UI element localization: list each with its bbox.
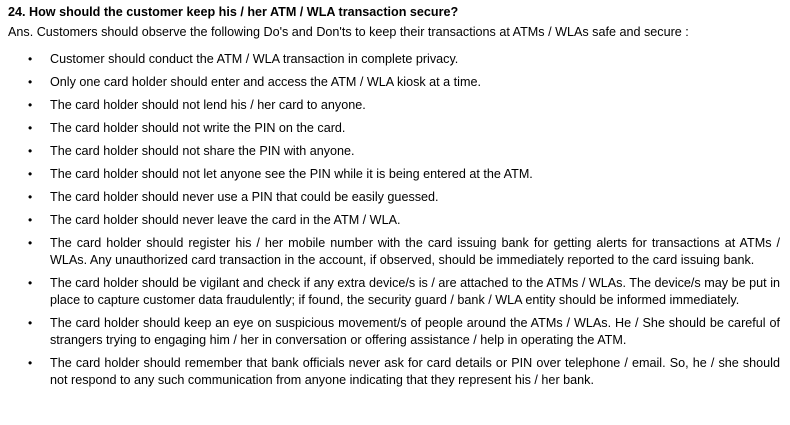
list-item-text: The card holder should remember that bank officials never ask for card details or PIN over telephone / email. So, he / she should not respond to any such communication from anyone indicating that they represent his / her bank. — [50, 356, 780, 387]
list-item — [8, 143, 780, 160]
list-item-text: The card holder should not lend his / her card to anyone. — [50, 98, 366, 112]
list-item — [8, 120, 780, 137]
list-item-text: The card holder should be vigilant and check if any extra device/s is / are attached to the ATMs / WLAs. The device/s may be put in place to capture customer data fraudulently; if found, the security guard / bank / WLA entity should be informed immediately. — [50, 276, 780, 307]
bullet-icon: • — [28, 98, 33, 112]
list-item — [8, 235, 780, 269]
bullet-icon: • — [28, 121, 33, 135]
list-item-text: The card holder should not write the PIN on the card. — [50, 121, 346, 135]
list-item-text: The card holder should register his / her mobile number with the card issuing bank for getting alerts for transactions at ATMs / WLAs. Any unauthorized card transaction in the account, if observed, should be immediately reported to the card issuing bank. — [50, 236, 780, 267]
list-item-text: The card holder should keep an eye on suspicious movement/s of people around the ATMs / WLAs. He / She should be careful of strangers trying to engaging him / her in conversation or offering assistance / help in operating the ATM. — [50, 316, 780, 347]
list-item-text: Customer should conduct the ATM / WLA transaction in complete privacy. — [50, 52, 459, 66]
list-item-text: The card holder should not let anyone see the PIN while it is being entered at the ATM. — [50, 167, 533, 181]
list-item — [8, 315, 780, 349]
bullet-icon: • — [28, 276, 33, 290]
answer-intro: Ans. Customers should observe the following Do's and Don'ts to keep their transactions at ATMs / WLAs safe and secure : — [8, 25, 689, 39]
list-item — [8, 275, 780, 309]
list-item — [8, 51, 780, 68]
list-item-text: The card holder should never leave the card in the ATM / WLA. — [50, 213, 401, 227]
list-item — [8, 166, 780, 183]
list-item — [8, 189, 780, 206]
question-heading: 24. How should the customer keep his / her ATM / WLA transaction secure? — [8, 5, 459, 19]
list-item-text: The card holder should never use a PIN that could be easily guessed. — [50, 190, 439, 204]
bullet-icon: • — [28, 316, 33, 330]
bullet-icon: • — [28, 236, 33, 250]
bullet-icon: • — [28, 52, 33, 66]
list-item — [8, 355, 780, 389]
bullet-icon: • — [28, 213, 33, 227]
guideline-list — [8, 51, 780, 389]
bullet-icon: • — [28, 190, 33, 204]
list-item-text: The card holder should not share the PIN with anyone. — [50, 144, 355, 158]
list-item — [8, 97, 780, 114]
list-item — [8, 212, 780, 229]
list-item — [8, 74, 780, 91]
bullet-icon: • — [28, 144, 33, 158]
bullet-icon: • — [28, 167, 33, 181]
bullet-icon: • — [28, 356, 33, 370]
list-item-text: Only one card holder should enter and access the ATM / WLA kiosk at a time. — [50, 75, 481, 89]
bullet-icon: • — [28, 75, 33, 89]
